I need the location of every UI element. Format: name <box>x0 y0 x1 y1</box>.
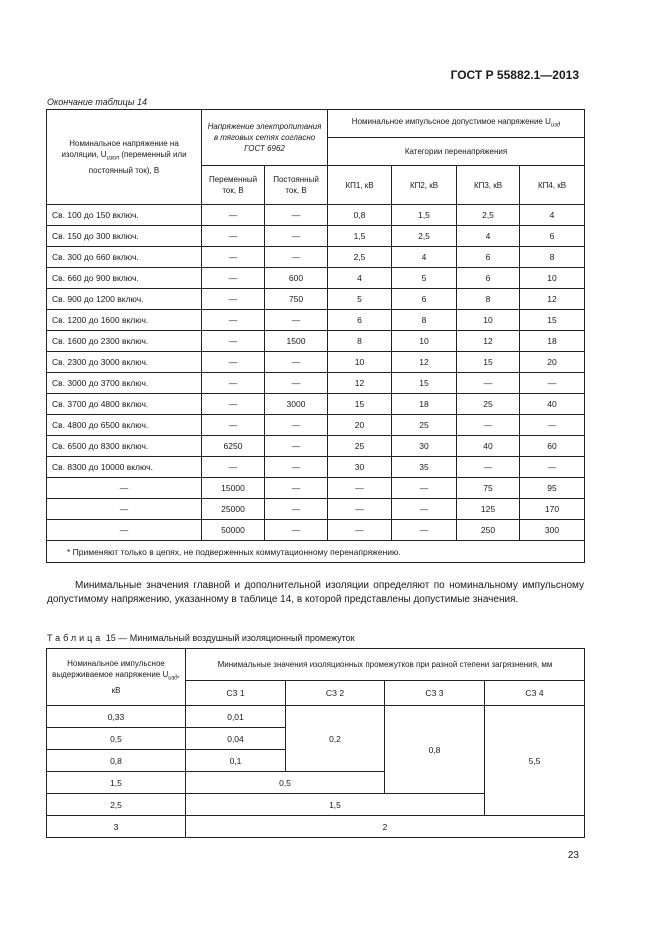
table-cell: — <box>202 331 265 352</box>
t15-col-c2: СЗ 2 <box>286 681 385 706</box>
table-cell: 50000 <box>202 520 265 541</box>
table-cell: — <box>457 457 520 478</box>
row-label: Св. 1600 до 2300 включ. <box>47 331 202 352</box>
table-cell: 12 <box>392 352 457 373</box>
row-label: Св. 3700 до 4800 включ. <box>47 394 202 415</box>
table-cell: 2,5 <box>392 226 457 247</box>
table-cell: 18 <box>520 331 585 352</box>
row-label: Св. 2300 до 3000 включ. <box>47 352 202 373</box>
table-cell: 1500 <box>265 331 328 352</box>
col-header-traction: Напряжение электропитания в тяговых сетях согласно ГОСТ 6962 <box>202 110 328 166</box>
t15-cell: 1,5 <box>186 794 485 816</box>
table-row <box>47 415 585 436</box>
table-cell: 40 <box>457 436 520 457</box>
table-cell: 6250 <box>202 436 265 457</box>
table-row <box>47 331 585 352</box>
table-cell: — <box>328 499 392 520</box>
t15-cell: 0,01 <box>186 706 286 728</box>
table-cell: 8 <box>520 247 585 268</box>
table14-body <box>47 205 585 541</box>
row-label: — <box>47 478 202 499</box>
table-cell: — <box>457 373 520 394</box>
col-header-kp1: КП1, кВ <box>328 166 392 205</box>
col-header-categories: Категории перенапряжения <box>328 138 585 166</box>
table-row <box>47 436 585 457</box>
t15-cell: 0,2 <box>286 706 385 772</box>
col-header-dc: Постоянный ток, В <box>265 166 328 205</box>
table-row <box>47 289 585 310</box>
table-cell: — <box>265 457 328 478</box>
table-cell: 75 <box>457 478 520 499</box>
table-row <box>47 394 585 415</box>
row-label: Св. 100 до 150 включ. <box>47 205 202 226</box>
row-label: Св. 8300 до 10000 включ. <box>47 457 202 478</box>
row-label: Св. 6500 до 8300 включ. <box>47 436 202 457</box>
table-cell: 4 <box>520 205 585 226</box>
table-cell: — <box>520 415 585 436</box>
table-cell: — <box>265 226 328 247</box>
table-cell: 12 <box>457 331 520 352</box>
row-label: — <box>47 520 202 541</box>
table-cell: — <box>328 520 392 541</box>
table-cell: — <box>202 310 265 331</box>
table-cell: 6 <box>457 268 520 289</box>
table-cell: — <box>202 289 265 310</box>
t15-cell: 2 <box>186 816 585 838</box>
table-cell: 30 <box>328 457 392 478</box>
t15-cell: 0,5 <box>47 728 186 750</box>
table-cell: 25 <box>457 394 520 415</box>
table-row <box>47 310 585 331</box>
table-cell: 750 <box>265 289 328 310</box>
table-cell: — <box>202 205 265 226</box>
table-cell: 40 <box>520 394 585 415</box>
col-header-kp2: КП2, кВ <box>392 166 457 205</box>
t15-cell: 2,5 <box>47 794 186 816</box>
table-cell: — <box>520 457 585 478</box>
t15-cell: 0,8 <box>47 750 186 772</box>
col-header-kp3: КП3, кВ <box>457 166 520 205</box>
table-row <box>47 520 585 541</box>
table-cell: 15 <box>392 373 457 394</box>
table15-caption: Таблица 15 — Минимальный воздушный изоляционный промежуток <box>47 633 355 643</box>
table-cell: — <box>265 373 328 394</box>
row-label: Св. 300 до 660 включ. <box>47 247 202 268</box>
t15-col-header-nominal: Номинальное импульсное выдерживаемое напряжение $U_{изд}$, кВ <box>47 649 186 706</box>
table-cell: 1,5 <box>328 226 392 247</box>
table-cell: — <box>265 520 328 541</box>
t15-cell: 0,5 <box>186 772 385 794</box>
table-cell: 12 <box>520 289 585 310</box>
table-14 <box>46 109 585 563</box>
t15-cell: 5,5 <box>485 706 585 816</box>
t15-col-c1: СЗ 1 <box>186 681 286 706</box>
row-label: Св. 4800 до 6500 включ. <box>47 415 202 436</box>
table-cell: 6 <box>520 226 585 247</box>
table-cell: 8 <box>392 310 457 331</box>
table-15 <box>46 648 585 838</box>
table-cell: — <box>520 373 585 394</box>
table-row <box>47 226 585 247</box>
table-cell: — <box>202 226 265 247</box>
table-cell: — <box>457 415 520 436</box>
table-cell: 4 <box>392 247 457 268</box>
table-cell: 5 <box>392 268 457 289</box>
table-cell: 4 <box>457 226 520 247</box>
table-cell: 15000 <box>202 478 265 499</box>
col-header-impulse: Номинальное импульсное допустимое напряжение $U_{изд}$ <box>328 110 585 138</box>
t15-col-c3: СЗ 3 <box>385 681 485 706</box>
table-cell: — <box>265 478 328 499</box>
col-header-ac: Переменный ток, В <box>202 166 265 205</box>
table-row <box>47 457 585 478</box>
table-row <box>47 268 585 289</box>
row-label: Св. 3000 до 3700 включ. <box>47 373 202 394</box>
table-cell: — <box>202 247 265 268</box>
row-label: Св. 150 до 300 включ. <box>47 226 202 247</box>
t15-cell: 3 <box>47 816 186 838</box>
t15-cell: 1,5 <box>47 772 186 794</box>
table-row <box>47 352 585 373</box>
row-label: Св. 1200 до 1600 включ. <box>47 310 202 331</box>
table-cell: — <box>202 415 265 436</box>
table-cell: 6 <box>457 247 520 268</box>
table-cell: 10 <box>520 268 585 289</box>
table-cell: 3000 <box>265 394 328 415</box>
table-cell: — <box>265 436 328 457</box>
t15-col-header-min: Минимальные значения изоляционных промежутков при разной степени загрязнения, мм <box>186 649 585 681</box>
table-row <box>47 373 585 394</box>
table-cell: 250 <box>457 520 520 541</box>
t15-cell: 0,1 <box>186 750 286 772</box>
col-header-nominal: Номинальное напряжение на изоляции, $U_{изол}$ (переменный или постоянный ток), В <box>47 110 202 205</box>
body-paragraph: Минимальные значения главной и дополнительной изоляции определяют по номинальному импульсному допустимому напряжению, указанному в таблице 14, в которой представлены допустимые значения. <box>47 580 584 605</box>
table-cell: — <box>392 478 457 499</box>
table-cell: 15 <box>328 394 392 415</box>
table-cell: 8 <box>328 331 392 352</box>
table-cell: 30 <box>392 436 457 457</box>
table-cell: 15 <box>457 352 520 373</box>
t15-cell: 0,04 <box>186 728 286 750</box>
table-cell: 5 <box>328 289 392 310</box>
table-cell: — <box>392 499 457 520</box>
table-cell: 10 <box>392 331 457 352</box>
table-cell: 15 <box>520 310 585 331</box>
table-row <box>47 499 585 520</box>
table-cell: 35 <box>392 457 457 478</box>
table-cell: 125 <box>457 499 520 520</box>
table-cell: 25 <box>392 415 457 436</box>
table-cell: 18 <box>392 394 457 415</box>
table-cell: 2,5 <box>457 205 520 226</box>
t15-cell: 0,8 <box>385 706 485 794</box>
t15-cell: 0,33 <box>47 706 186 728</box>
t15-col-c4: СЗ 4 <box>485 681 585 706</box>
table-cell: 60 <box>520 436 585 457</box>
table-row <box>47 205 585 226</box>
table-cell: 6 <box>392 289 457 310</box>
table14-footnote: * Применяют только в цепях, не подверженных коммутационному перенапряжению. <box>47 541 585 563</box>
table-cell: 12 <box>328 373 392 394</box>
table-cell: — <box>202 268 265 289</box>
row-label: — <box>47 499 202 520</box>
table-cell: 300 <box>520 520 585 541</box>
table-cell: — <box>328 478 392 499</box>
table-cell: — <box>202 373 265 394</box>
page-number: 23 <box>567 850 579 861</box>
table-cell: — <box>202 457 265 478</box>
table-cell: 95 <box>520 478 585 499</box>
table-cell: — <box>265 415 328 436</box>
table-cell: — <box>265 352 328 373</box>
table14-caption: Окончание таблицы 14 <box>47 97 147 107</box>
table-cell: 6 <box>328 310 392 331</box>
table-cell: 25000 <box>202 499 265 520</box>
table-cell: — <box>392 520 457 541</box>
table-cell: — <box>202 394 265 415</box>
table-cell: 20 <box>520 352 585 373</box>
table-cell: 25 <box>328 436 392 457</box>
table-cell: 10 <box>328 352 392 373</box>
table-row <box>47 478 585 499</box>
table-cell: 20 <box>328 415 392 436</box>
table-cell: 8 <box>457 289 520 310</box>
table-cell: — <box>265 310 328 331</box>
col-header-kp4: КП4, кВ <box>520 166 585 205</box>
table-cell: 0,8 <box>328 205 392 226</box>
table-cell: 2,5 <box>328 247 392 268</box>
table-cell: 10 <box>457 310 520 331</box>
table-cell: 170 <box>520 499 585 520</box>
table-cell: — <box>265 205 328 226</box>
table-cell: — <box>265 247 328 268</box>
table-row <box>47 247 585 268</box>
row-label: Св. 900 до 1200 включ. <box>47 289 202 310</box>
table-cell: 4 <box>328 268 392 289</box>
table-cell: 1,5 <box>392 205 457 226</box>
document-number: ГОСТ Р 55882.1—2013 <box>450 68 579 82</box>
table-cell: — <box>202 352 265 373</box>
table-cell: 600 <box>265 268 328 289</box>
table-cell: — <box>265 499 328 520</box>
row-label: Св. 660 до 900 включ. <box>47 268 202 289</box>
